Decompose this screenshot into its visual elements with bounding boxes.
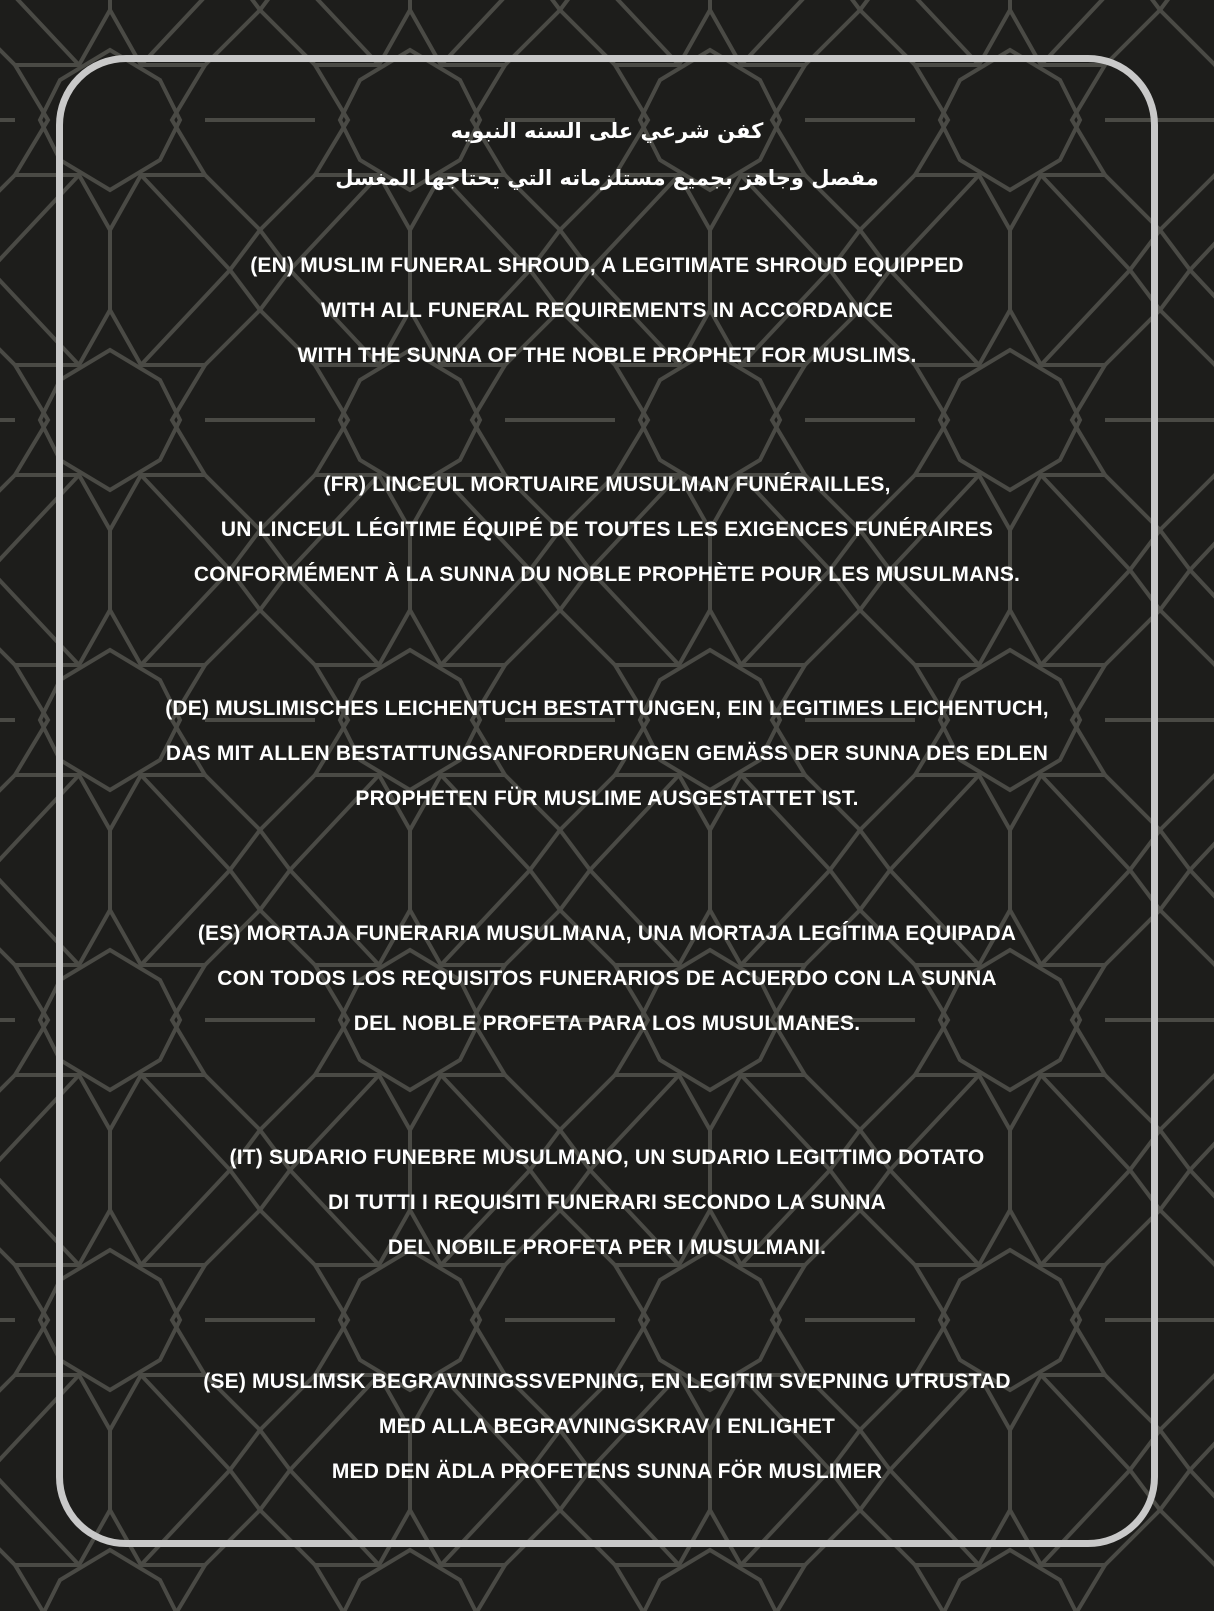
paragraph-line: (ES) MORTAJA FUNERARIA MUSULMANA, UNA MORTAJA LEGÍTIMA EQUIPADA xyxy=(197,922,1017,945)
paragraph-es xyxy=(63,911,1151,1046)
arabic-subtitle: مفصل وجاهز بجميع مستلزماته التي يحتاجها المغسل xyxy=(335,166,879,190)
paragraph-line: (IT) SUDARIO FUNEBRE MUSULMANO, UN SUDARIO LEGITTIMO DOTATO xyxy=(229,1146,985,1169)
paragraph-line: CONFORMÉMENT À LA SUNNA DU NOBLE PROPHÈTE POUR LES MUSULMANS. xyxy=(193,563,1021,586)
paragraph-line: MED DEN ÄDLA PROFETENS SUNNA FÖR MUSLIMER xyxy=(331,1460,883,1483)
paragraph-line: MED ALLA BEGRAVNINGSKRAV I ENLIGHET xyxy=(378,1415,836,1438)
paragraph-line: (SE) MUSLIMSK BEGRAVNINGSSVEPNING, EN LEGITIM SVEPNING UTRUSTAD xyxy=(203,1370,1011,1393)
paragraph-line: PROPHETEN FÜR MUSLIME AUSGESTATTET IST. xyxy=(355,787,859,810)
paragraph-line: DEL NOBILE PROFETA PER I MUSULMANI. xyxy=(387,1236,827,1259)
paragraph-line: (FR) LINCEUL MORTUAIRE MUSULMAN FUNÉRAILLES, xyxy=(323,473,891,496)
paragraph-de xyxy=(63,686,1151,821)
paragraph-se xyxy=(63,1359,1151,1494)
paragraph-line: (EN) MUSLIM FUNERAL SHROUD, A LEGITIMATE SHROUD EQUIPPED xyxy=(250,254,964,277)
paragraph-line: WITH THE SUNNA OF THE NOBLE PROPHET FOR MUSLIMS. xyxy=(297,344,917,367)
paragraph-line: WITH ALL FUNERAL REQUIREMENTS IN ACCORDANCE xyxy=(320,299,894,322)
paragraph-line: (DE) MUSLIMISCHES LEICHENTUCH BESTATTUNGEN, EIN LEGITIMES LEICHENTUCH, xyxy=(165,697,1049,720)
paragraph-fr xyxy=(63,462,1151,597)
arabic-title: كفن شرعي على السنه النبويه xyxy=(450,119,764,143)
paragraph-en xyxy=(63,243,1151,378)
paragraph-line: DEL NOBLE PROFETA PARA LOS MUSULMANES. xyxy=(353,1012,861,1035)
paragraph-it xyxy=(63,1135,1151,1270)
paragraph-line: UN LINCEUL LÉGITIME ÉQUIPÉ DE TOUTES LES EXIGENCES FUNÉRAIRES xyxy=(220,518,994,541)
paragraph-line: DI TUTTI I REQUISITI FUNERARI SECONDO LA SUNNA xyxy=(328,1191,886,1214)
paragraph-line: CON TODOS LOS REQUISITOS FUNERARIOS DE ACUERDO CON LA SUNNA xyxy=(217,967,997,990)
paragraph-line: DAS MIT ALLEN BESTATTUNGSANFORDERUNGEN GEMÄSS DER SUNNA DES EDLEN xyxy=(165,742,1049,765)
